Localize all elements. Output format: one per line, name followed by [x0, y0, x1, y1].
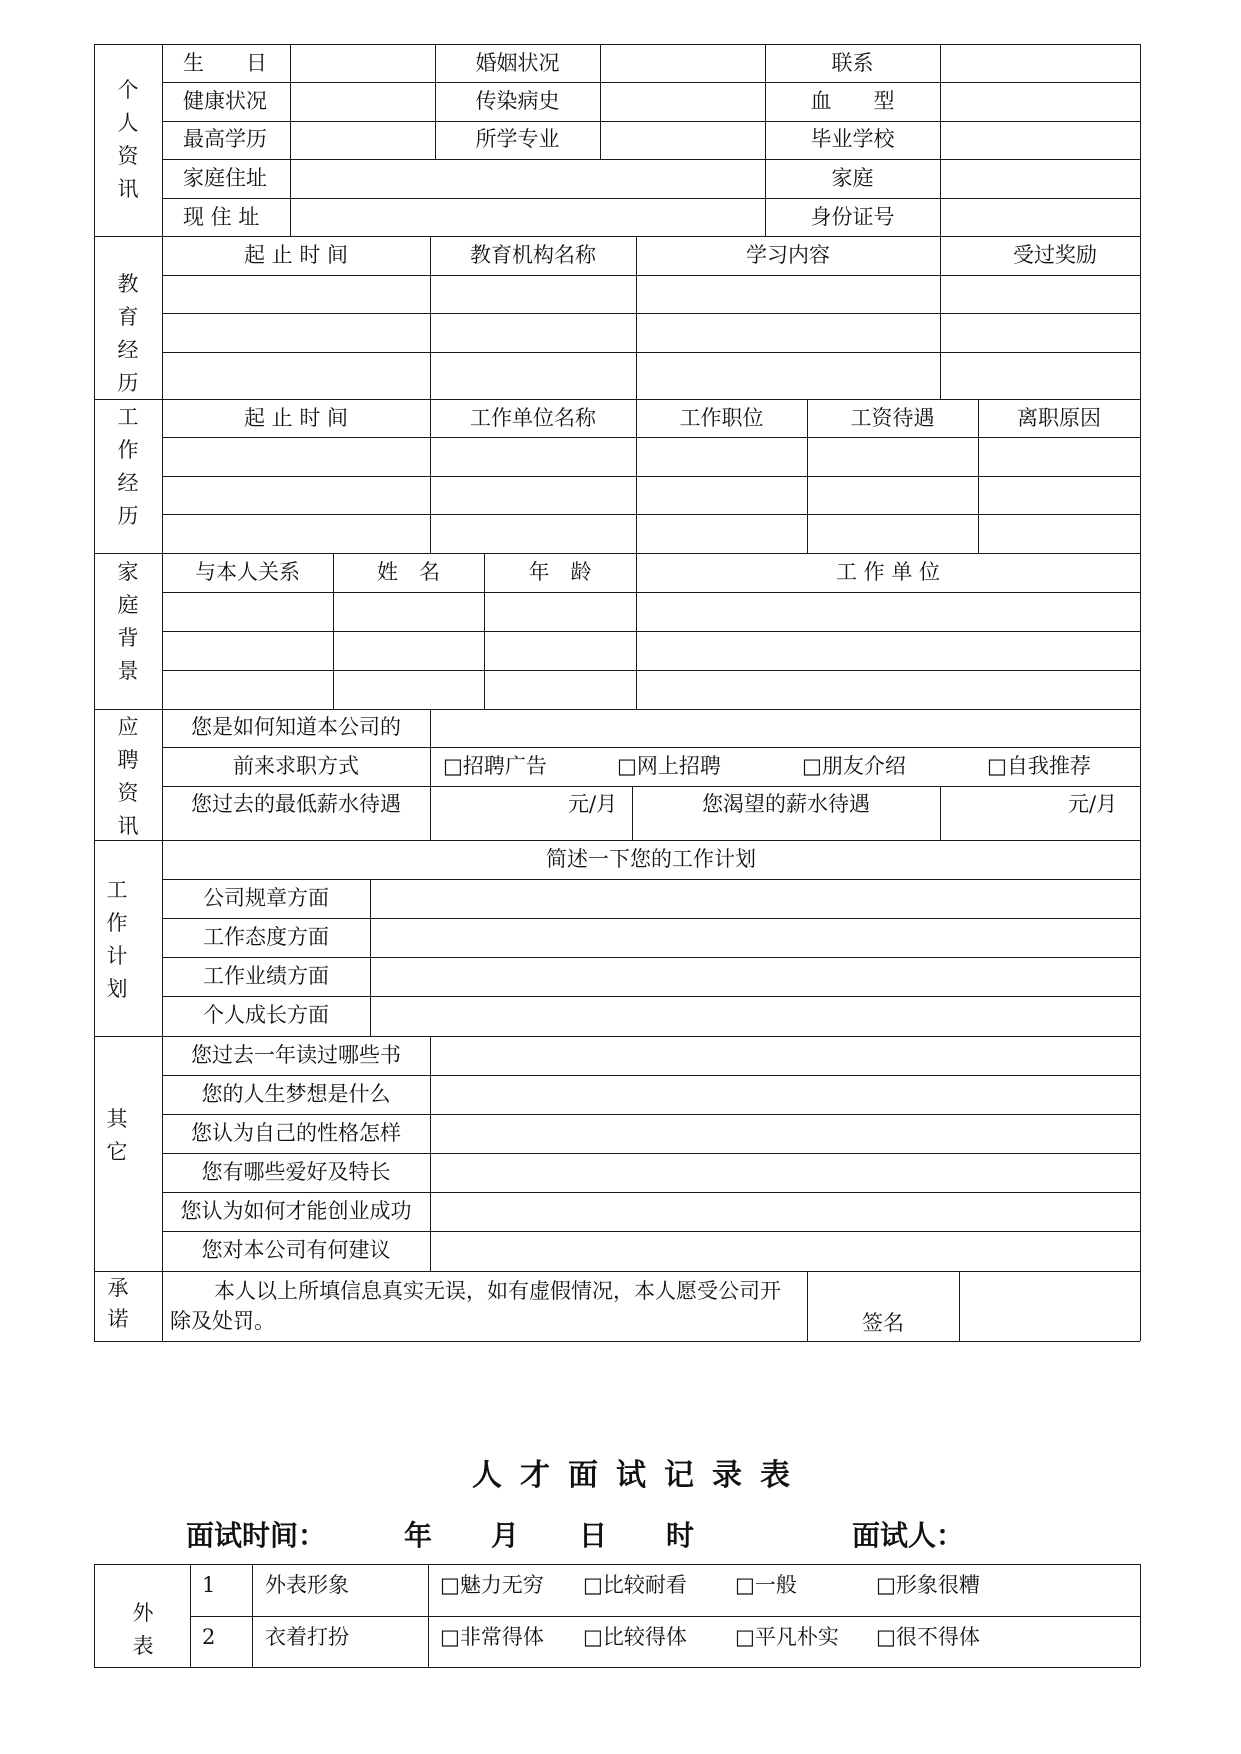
- interview-row-number: 2: [202, 1625, 216, 1649]
- plan-item: 公司规章方面: [203, 886, 329, 910]
- contact-field[interactable]: [941, 45, 1139, 82]
- option-plain[interactable]: □平凡朴实: [735, 1625, 839, 1649]
- option-fairly-appropriate[interactable]: □比较得体: [583, 1625, 687, 1649]
- home-address-field[interactable]: [291, 160, 764, 198]
- other-question: 您有哪些爱好及特长: [201, 1160, 391, 1184]
- section-label-family: 家庭背景: [117, 560, 139, 683]
- work-header: 工作职位: [679, 406, 764, 430]
- birthday-field[interactable]: [291, 45, 434, 82]
- label-home: 家庭: [831, 166, 874, 190]
- section-label-other: 其它: [106, 1107, 128, 1164]
- interview-month-label: 月: [491, 1519, 520, 1552]
- label-desired-salary: 您渴望的薪水待遇: [702, 792, 870, 816]
- label-disease: 传染病史: [475, 89, 560, 113]
- min-salary-unit: 元/月: [568, 792, 618, 816]
- label-marital: 婚姻状况: [475, 51, 560, 75]
- other-question: 您的人生梦想是什么: [201, 1082, 391, 1106]
- plan-title: 简述一下您的工作计划: [546, 847, 756, 871]
- section-label-plan: 工作计划: [106, 878, 128, 1001]
- education-header: 受过奖励: [1013, 243, 1097, 267]
- interview-row-item: 外表形象: [265, 1573, 349, 1597]
- interview-row-item: 衣着打扮: [265, 1625, 349, 1649]
- family-header: 姓 名: [377, 560, 440, 584]
- section-label-application: 应聘资讯: [117, 715, 139, 838]
- plan-item: 工作业绩方面: [203, 964, 329, 988]
- label-home-address: 家庭住址: [183, 166, 267, 190]
- label-min-salary: 您过去的最低薪水待遇: [191, 792, 401, 816]
- section-label-pledge: 承诺: [107, 1276, 129, 1331]
- interview-row-number: 1: [202, 1573, 216, 1597]
- marital-field[interactable]: [601, 45, 764, 82]
- other-question: 您认为如何才能创业成功: [180, 1199, 412, 1223]
- section-label-appearance: 外表: [132, 1601, 154, 1658]
- label-id-number: 身份证号: [810, 205, 895, 229]
- label-method: 前来求职方式: [233, 754, 359, 778]
- label-current-address: 现 住 址: [183, 205, 260, 229]
- label-health: 健康状况: [183, 89, 267, 113]
- option-very-appropriate[interactable]: □非常得体: [440, 1625, 544, 1649]
- option-online-recruit[interactable]: □网上招聘: [617, 754, 721, 778]
- label-how-know: 您是如何知道本公司的: [191, 715, 401, 739]
- option-good-looking[interactable]: □比较耐看: [583, 1573, 687, 1597]
- education-header: 学习内容: [746, 243, 830, 267]
- family-header: 工 作 单 位: [835, 560, 941, 584]
- current-address-field[interactable]: [291, 199, 764, 236]
- interview-day-label: 日: [579, 1519, 608, 1552]
- option-average[interactable]: □一般: [735, 1573, 797, 1597]
- how-know-field[interactable]: [431, 710, 1139, 747]
- work-header: 起 止 时 间: [243, 406, 349, 430]
- label-contact: 联系: [831, 51, 874, 75]
- option-inappropriate[interactable]: □很不得体: [876, 1625, 980, 1649]
- id-number-field[interactable]: [941, 199, 1139, 236]
- work-header: 离职原因: [1017, 406, 1101, 430]
- desired-salary-unit: 元/月: [1068, 792, 1118, 816]
- family-header: 与本人关系: [195, 560, 300, 584]
- plan-item: 工作态度方面: [203, 925, 329, 949]
- label-major: 所学专业: [475, 127, 560, 151]
- interviewer-label: 面试人：: [852, 1519, 965, 1552]
- work-header: 工资待遇: [850, 406, 935, 430]
- section-label-work: 工作经历: [117, 405, 139, 528]
- option-poor-image[interactable]: □形象很糟: [876, 1573, 980, 1597]
- option-recruit-ad[interactable]: □招聘广告: [443, 754, 547, 778]
- other-question: 您认为自己的性格怎样: [191, 1121, 401, 1145]
- other-question: 您对本公司有何建议: [201, 1238, 391, 1262]
- section-label-personal: 个人资讯: [117, 78, 139, 201]
- option-charming[interactable]: □魅力无穷: [440, 1573, 544, 1597]
- interview-year-label: 年: [404, 1519, 433, 1552]
- label-birthday: 生 日: [183, 51, 267, 75]
- education-header: 教育机构名称: [470, 243, 596, 267]
- option-friend-referral[interactable]: □朋友介绍: [802, 754, 906, 778]
- work-header: 工作单位名称: [470, 406, 596, 430]
- signature-label: 签名: [862, 1311, 904, 1335]
- other-question: 您过去一年读过哪些书: [191, 1043, 401, 1067]
- plan-item: 个人成长方面: [203, 1003, 329, 1027]
- family-header: 年 龄: [528, 560, 592, 584]
- signature-field[interactable]: [960, 1272, 1139, 1340]
- label-school: 毕业学校: [810, 127, 895, 151]
- option-self-recommend[interactable]: □自我推荐: [987, 754, 1091, 778]
- section-label-education: 教育经历: [117, 272, 139, 395]
- label-education: 最高学历: [183, 127, 267, 151]
- pledge-text-line2: 除及处罚。: [170, 1309, 275, 1333]
- education-header: 起 止 时 间: [243, 243, 349, 267]
- pledge-text-line1: 本人以上所填信息真实无误，如有虚假情况，本人愿受公司开: [214, 1279, 781, 1303]
- interview-title: 人才面试记录表: [472, 1458, 808, 1493]
- label-blood: 血 型: [810, 89, 895, 113]
- interview-hour-label: 时: [666, 1519, 695, 1552]
- interview-time-label: 面试时间：: [186, 1519, 327, 1552]
